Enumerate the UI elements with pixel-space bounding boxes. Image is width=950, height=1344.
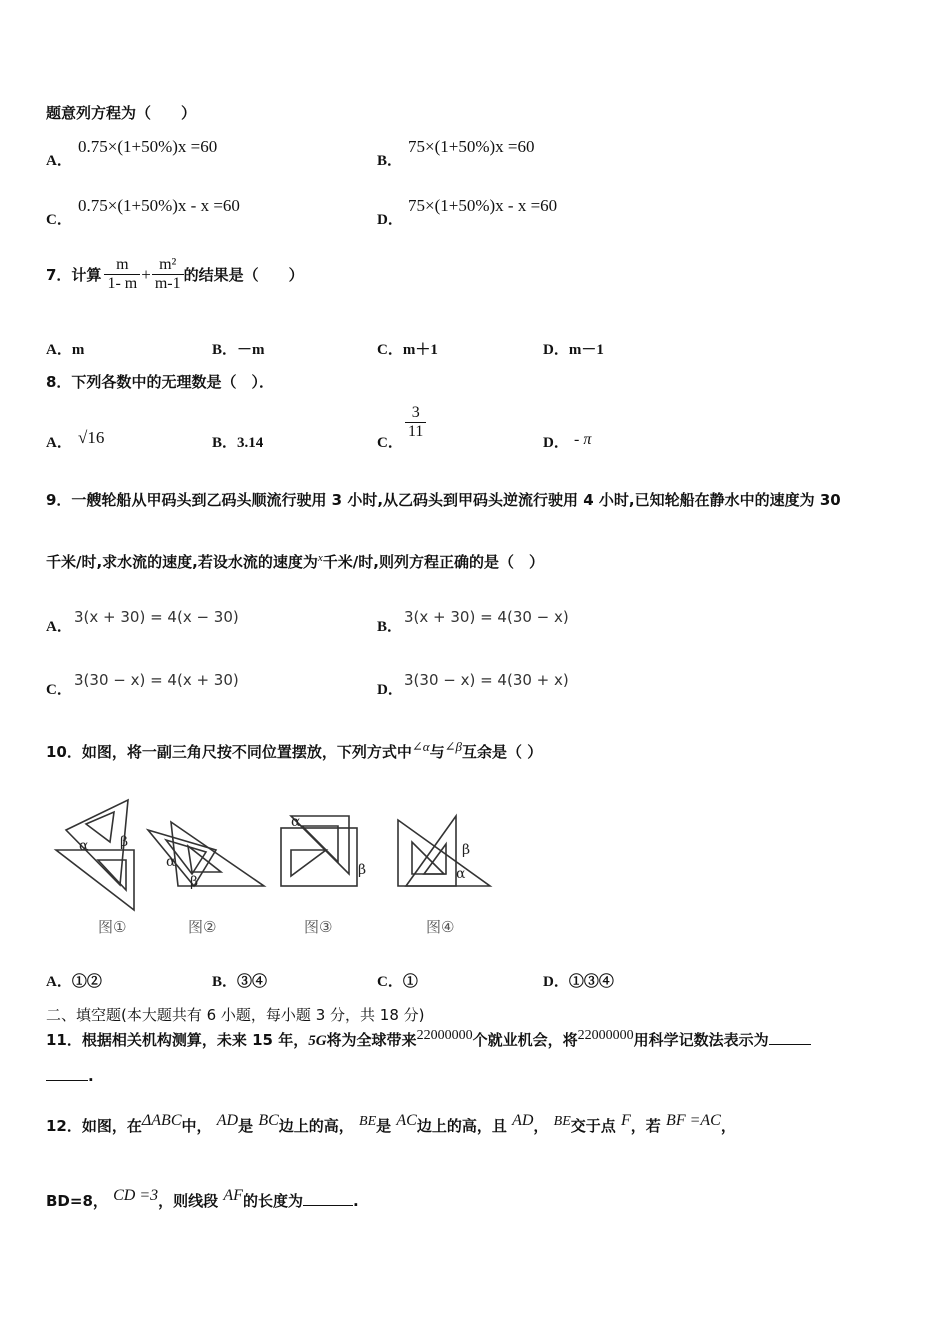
q7-fraction-2: [152, 256, 184, 293]
q9-option-a-label: A．: [46, 619, 72, 635]
q10-c-text: ①: [402, 974, 418, 990]
q9-line-1: 9．一艘轮船从甲码头到乙码头顺流行驶用 3 小时,从乙码头到甲码头逆流行驶用 4 小时,已知轮船在静水中的速度为 30: [46, 491, 841, 509]
q12-eq: BF =AC: [666, 1112, 721, 1129]
q12-be-2: BE: [553, 1114, 571, 1129]
q8-option-a-label: A．: [46, 435, 72, 451]
q6-option-b-expr: 75×(1+50%)x =60: [408, 137, 535, 156]
q12-end: .: [352, 1192, 359, 1210]
q12-p4: 边上的高，: [278, 1117, 354, 1135]
q10-d-label: D．: [543, 974, 569, 990]
q7-plus: +: [141, 264, 151, 284]
q10-option-a: [46, 970, 102, 991]
q11-5g: 5G: [308, 1033, 327, 1049]
fig3-alpha: α: [291, 814, 301, 830]
q12-p8: ，若: [630, 1117, 661, 1135]
q12-p5: 是: [376, 1117, 392, 1135]
q10-beta: ∠β: [444, 739, 462, 754]
q7-f1-numerator: m: [116, 256, 129, 273]
q7-c-label: C．: [377, 342, 403, 358]
q9-option-c-expr: 3(30 − x) = 4(x + 30): [74, 671, 239, 689]
q9-option-a-expr: 3(x + 30) = 4(x − 30): [74, 608, 239, 626]
q12-f: F: [621, 1112, 631, 1129]
q11-end: .: [88, 1067, 94, 1085]
q7-stem: [46, 256, 304, 293]
q8-option-a-expr: √16: [78, 428, 105, 447]
q8-c-numerator: 3: [411, 404, 420, 421]
q10-b-label: B．: [212, 974, 238, 990]
q9-option-b-label: B．: [377, 619, 403, 635]
q7-fraction-1: [104, 256, 140, 293]
q11-line-1: [46, 1028, 811, 1050]
q6-stem: 题意列方程为（ ）: [46, 104, 197, 122]
q12-ad: AD: [216, 1112, 239, 1129]
fig1-beta: β: [120, 834, 129, 850]
q12-comma: ，: [533, 1117, 549, 1135]
q12-be: BE: [359, 1114, 377, 1129]
q12-l2c: 的长度为: [242, 1192, 303, 1210]
q10-suffix: 互余是（ ）: [462, 743, 543, 761]
q12-p3: 是: [238, 1117, 254, 1135]
q7-suffix: 的结果是（ ）: [183, 266, 304, 284]
q12-bc: BC: [258, 1112, 279, 1129]
q8-option-c-label: C．: [377, 435, 403, 451]
q6-option-a-expr: 0.75×(1+50%)x =60: [78, 137, 218, 156]
q9-line-2a: 千米/时,求水流的速度,若设水流的速度为: [46, 553, 318, 571]
fig1-caption: 图①: [98, 918, 127, 936]
q12-af: AF: [223, 1187, 243, 1204]
q12-l2b: ，则线段: [158, 1192, 219, 1210]
q7-option-a: [46, 338, 84, 359]
figure-1: [56, 800, 134, 910]
q12-p2: 中，: [181, 1117, 212, 1135]
q9-option-d-expr: 3(30 − x) = 4(30 + x): [404, 671, 569, 689]
q8-c-frac: [405, 404, 426, 441]
q8-option-d-expr: - π: [574, 431, 592, 448]
q7-option-d: [543, 338, 604, 359]
fig2-alpha: α: [166, 854, 176, 870]
q12-cd: CD =3: [113, 1187, 159, 1204]
q12-line-2: [46, 1187, 359, 1211]
q10-mid: 与: [429, 743, 445, 761]
q6-option-a-label: A．: [46, 153, 72, 169]
q8-stem: 8．下列各数中的无理数是（ ）．: [46, 373, 274, 391]
q10-a-label: A．: [46, 974, 72, 990]
q10-option-d: [543, 970, 614, 991]
q12-p1: 12．如图，在: [46, 1117, 142, 1135]
q7-d-text: m－1: [568, 342, 604, 358]
q6-option-d-label: D．: [377, 212, 403, 228]
q9-line-2b: 千米/时,则列方程正确的是（ ）: [322, 553, 544, 571]
q10-d-text: ①③④: [568, 974, 614, 990]
fig2-caption: 图②: [188, 918, 217, 936]
q12-line-1: [46, 1112, 736, 1136]
q7-f1-denominator: 1- m: [104, 274, 140, 293]
q11-answer-blank-1[interactable]: [769, 1030, 811, 1045]
q8-c-denominator: 11: [405, 422, 426, 441]
q12-p7: 交于点: [570, 1117, 616, 1135]
q12-ad-2: AD: [512, 1112, 534, 1129]
q11-number-1: 22000000: [416, 1028, 473, 1043]
q9-line-2: [46, 551, 544, 572]
q10-option-c: [377, 970, 418, 991]
q7-f2-numerator: m²: [159, 256, 177, 273]
q9-option-b-expr: 3(x + 30) = 4(30 − x): [404, 608, 569, 626]
q8-b-label: B．: [212, 435, 238, 451]
fig3-caption: 图③: [304, 918, 333, 936]
q7-option-b: [212, 338, 265, 359]
q7-d-label: D．: [543, 342, 569, 358]
q10-prefix: 10．如图，将一副三角尺按不同位置摆放，下列方式中: [46, 743, 412, 761]
fig4-caption: 图④: [426, 918, 455, 936]
fig4-beta: β: [462, 842, 471, 858]
q10-alpha: ∠α: [411, 739, 430, 754]
figure-4: [398, 816, 490, 886]
q10-a-text: ①②: [71, 974, 102, 990]
fig1-alpha: α: [79, 838, 89, 854]
q7-b-label: B．: [212, 342, 238, 358]
q10-figures: [46, 790, 506, 950]
q7-b-text: －m: [237, 342, 265, 358]
q7-f2-denominator: m-1: [152, 274, 184, 293]
section-2-title: 二、填空题(本大题共有 6 小题，每小题 3 分，共 18 分): [46, 1006, 425, 1024]
q12-answer-blank[interactable]: [303, 1191, 353, 1206]
q6-option-c-expr: 0.75×(1+50%)x - x =60: [78, 196, 240, 215]
q10-c-label: C．: [377, 974, 403, 990]
q9-option-c-label: C．: [46, 682, 72, 698]
q6-option-d-expr: 75×(1+50%)x - x =60: [408, 196, 558, 215]
q12-p6: 边上的高，且: [416, 1117, 507, 1135]
q11-p3: 个就业机会，将: [472, 1031, 578, 1049]
q10-stem: [46, 739, 542, 762]
q7-a-label: A．: [46, 342, 72, 358]
q11-answer-blank-2[interactable]: [46, 1066, 88, 1081]
q11-p2: 将为全球带来: [326, 1031, 417, 1049]
q11-p1: 11．根据相关机构测算，未来 15 年，: [46, 1031, 309, 1049]
q7-option-c: [377, 338, 438, 359]
q8-option-d-label: D．: [543, 435, 569, 451]
q12-p9: ，: [720, 1117, 736, 1135]
q10-option-b: [212, 970, 267, 991]
q11-p4: 用科学记数法表示为: [633, 1031, 769, 1049]
q8-option-c-fraction: [405, 404, 426, 441]
q9-variable: x: [317, 552, 323, 564]
q12-l2a: BD=8，: [46, 1192, 108, 1210]
q7-a-text: m: [71, 342, 85, 358]
q12-ac: AC: [396, 1112, 417, 1129]
fig2-beta: β: [190, 874, 199, 890]
q8-b-text: 3.14: [237, 435, 264, 451]
q9-option-d-label: D．: [377, 682, 403, 698]
q12-abc: ΔABC: [141, 1112, 182, 1129]
fig4-alpha: α: [456, 866, 466, 882]
q7-c-text: m＋1: [402, 342, 438, 358]
q10-b-text: ③④: [237, 974, 268, 990]
q11-number-2: 22000000: [577, 1028, 634, 1043]
q7-prefix: 7．计算: [46, 266, 102, 284]
q11-line-2: [46, 1066, 94, 1085]
fig3-beta: β: [358, 862, 367, 878]
q8-option-b: [212, 431, 263, 452]
q6-option-c-label: C．: [46, 212, 72, 228]
q6-option-b-label: B．: [377, 153, 403, 169]
